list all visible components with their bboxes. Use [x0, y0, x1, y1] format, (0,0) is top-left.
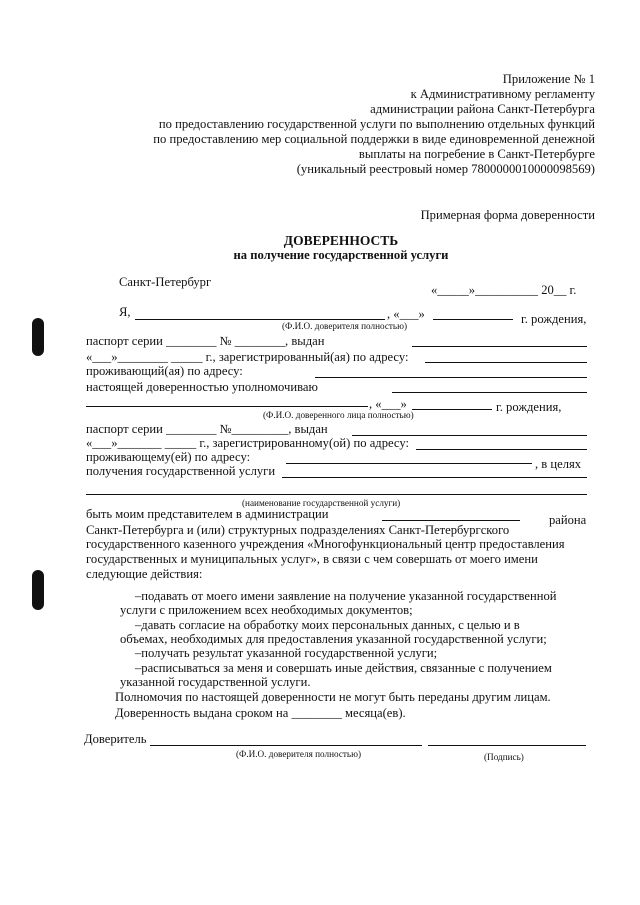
validity-note: Доверенность выдана сроком на ________ месяца(ев). — [115, 706, 406, 720]
header-line-2: к Административному регламенту — [410, 87, 595, 101]
principal-birth-label: г. рождения, — [521, 312, 587, 326]
action-1-line1: –подавать от моего имени заявление на получение указанной государственной — [135, 589, 557, 603]
document-subtitle: на получение государственной услуги — [233, 248, 449, 262]
agent-birth-label: г. рождения, — [496, 400, 562, 414]
signature-label: Доверитель — [84, 732, 147, 746]
action-1-line2: услуги с приложением всех необходимых документов; — [120, 603, 413, 617]
header-line-4: по предоставлению государственной услуги по выполнению отдельных функций — [158, 117, 595, 131]
header-line-6: выплаты на погребение в Санкт-Петербурге — [358, 147, 595, 161]
agent-service-label: получения государственной услуги — [86, 464, 276, 478]
city: Санкт-Петербург — [119, 275, 212, 289]
principal-residence: проживающий(ая) по адресу: — [86, 364, 243, 378]
body-p1-line4: государственных и муниципальных услуг», в связи с чем совершать от моего имени — [86, 552, 538, 566]
principal-fio-caption: (Ф.И.О. доверителя полностью) — [282, 321, 408, 331]
punch-hole-top — [32, 318, 44, 356]
powers-note: Полномочия по настоящей доверенности не могут быть переданы другим лицам. — [115, 690, 551, 704]
signatory-fio-caption: (Ф.И.О. доверителя полностью) — [236, 749, 362, 759]
action-2-line2: объемах, необходимых для предоставления указанной государственной услуги; — [120, 632, 547, 646]
agent-residence-end: , в целях — [535, 457, 582, 471]
signature-field[interactable] — [428, 745, 586, 746]
agent-residence: проживающему(ей) по адресу: — [86, 450, 251, 464]
signatory-fio-field[interactable] — [150, 745, 422, 746]
issue-date: «_____»__________ 20__ г. — [431, 283, 577, 297]
header-line-5: по предоставлению мер социальной поддержки в виде единовременной денежной — [153, 132, 595, 146]
header-line-1: Приложение № 1 — [502, 72, 595, 86]
body-p1-line2: Санкт-Петербурга и (или) структурных подразделениях Санкт-Петербургского — [86, 523, 510, 537]
principal-authorize-field[interactable] — [392, 392, 587, 393]
header-line-3: администрации района Санкт-Петербурга — [370, 102, 595, 116]
principal-passport: паспорт серии ________ № ________, выдан — [86, 334, 325, 348]
principal-registration-field[interactable] — [425, 362, 587, 363]
action-4-line1: –расписываться за меня и совершать иные действия, связанные с получением — [135, 661, 552, 675]
principal-label: Я, — [119, 305, 131, 319]
punch-hole-bottom — [32, 570, 44, 610]
principal-residence-field[interactable] — [315, 377, 587, 378]
agent-residence-field[interactable] — [286, 463, 532, 464]
service-caption: (наименование государственной услуги) — [242, 498, 401, 508]
body-p1-line1: быть моим представителем в администрации — [86, 507, 329, 521]
principal-passport-issued-field[interactable] — [412, 346, 587, 347]
action-4-line2: указанной государственной услуги. — [120, 675, 311, 689]
agent-birth-date: , «___» — [369, 397, 407, 411]
administration-district-field[interactable] — [382, 520, 520, 521]
agent-registration-field[interactable] — [416, 449, 587, 450]
agent-passport: паспорт серии ________ №_________, выдан — [86, 422, 328, 436]
form-note: Примерная форма доверенности — [420, 208, 595, 222]
principal-fio-field[interactable] — [135, 319, 385, 320]
document-title: ДОВЕРЕННОСТЬ — [283, 233, 399, 248]
agent-fio-caption: (Ф.И.О. доверенного лица полностью) — [263, 410, 414, 420]
principal-birth-date: , «___» — [387, 307, 425, 321]
agent-fio-field[interactable] — [86, 406, 368, 407]
action-2-line1: –давать согласие на обработку моих персональных данных, с целью и в — [135, 618, 520, 632]
agent-birth-month-field[interactable] — [412, 409, 492, 410]
action-3-line1: –получать результат указанной государственной услуги; — [135, 646, 438, 660]
body-p1-line5: следующие действия: — [86, 567, 203, 581]
header-line-7: (уникальный реестровый номер 7800000010000098569) — [296, 162, 595, 176]
agent-service-field-1[interactable] — [282, 477, 587, 478]
body-p1-district: района — [549, 513, 587, 527]
signature-caption: (Подпись) — [484, 752, 524, 762]
principal-birth-month-field[interactable] — [433, 319, 513, 320]
agent-registration: «___»_______ _____ г., зарегистрированному(ой) по адресу: — [86, 436, 409, 450]
agent-service-field-2[interactable] — [86, 494, 587, 495]
body-p1-line3: государственного казенного учреждения «Многофункциональный центр предоставления — [86, 537, 565, 551]
principal-authorize: настоящей доверенностью уполномочиваю — [86, 380, 318, 394]
principal-registration: «___»________ _____ г., зарегистрированный(ая) по адресу: — [86, 350, 409, 364]
